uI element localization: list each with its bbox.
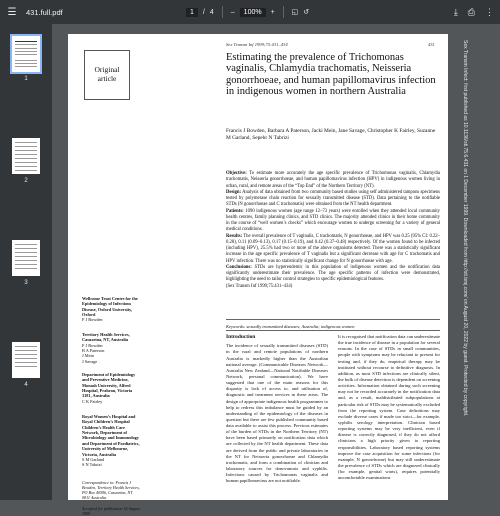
current-page-input[interactable]: 1 <box>186 8 198 17</box>
article-type-label: Original article <box>84 50 130 100</box>
print-icon[interactable]: ⎙ <box>467 6 475 17</box>
abstract-text: 1090 indigenous women (age range 12–73 years) were enrolled when they attended local community health centres, family planning clinics, and STD clinics. The majority attended clinics in their home community in the course of “well women’s checks” which encourage women to undergo screening for a variety of general medical conditions. <box>226 208 440 233</box>
thumbnail-number: 3 <box>24 280 28 286</box>
intro-column-2 <box>338 334 440 481</box>
abstract-label: Conclusions: <box>226 264 252 270</box>
affiliation <box>82 332 140 364</box>
abstract-text: Analysis of data obtained from two community based studies using self administered tampons specimens tested by polymerase chain reaction for sexually transmitted disease (STD). Data pertaining to the notifiable STDs (N gonorrhoeae and C trachomatis) were obtained from the NT health department. <box>226 189 440 208</box>
thumbnail-number: 4 <box>24 382 28 388</box>
affiliation <box>82 414 140 468</box>
divider <box>222 6 223 18</box>
thumbnail-sidebar <box>0 24 52 500</box>
affiliation-name: Territory Health Services, Casuarina, NT, Australia <box>82 332 130 343</box>
file-name: 431.full.pdf <box>26 7 63 17</box>
abstract-label: Patients: <box>226 208 244 214</box>
affiliation-people: F J Bowden <box>82 317 103 323</box>
page-zoom-controls <box>186 0 309 24</box>
citation: (Sex Transm Inf 1999;75:431–434) <box>226 283 293 289</box>
divider <box>283 6 284 18</box>
abstract-label: Results: <box>226 233 243 239</box>
pdf-toolbar <box>0 0 500 24</box>
download-icon[interactable]: ⤓ <box>453 6 458 17</box>
pdf-page <box>68 34 448 516</box>
keywords: Keywords: sexually transmitted diseases; Australia; indigenous women <box>226 324 355 329</box>
hamburger-menu-icon[interactable]: ☰ <box>7 6 17 18</box>
zoom-input[interactable]: 100% <box>240 8 266 17</box>
article-title: Estimating the prevalence of Trichomonas vaginalis, Chlamydia trachomatis, Neisseria gonorrhoeae, and human papillomavirus infection in indigenous women in northern Australia <box>226 52 436 97</box>
abstract-text: The overall prevalence of T vaginalis, C trachomatis, N gonorrhoeae, and HPV was 0.25 (95% CI: 0.22–0.28), 0.11 (0.09–0.13), 0.17 (0.15–0.19), and 0.42 (0.37–0.48) respectively. Of the women found to be infected (including HPV), 25.5% had two or more of the above organisms detected. There was a statistically significant increase in the age specific prevalence of T vaginalis but a significant decrease with age for C trachomatis and HPV infection. There was no statistically significant change for N gonorrhoeae with age. <box>226 233 440 264</box>
divider <box>226 319 440 320</box>
thumbnail-number: 2 <box>24 178 28 184</box>
copyright-sidebar-text: Sex Transm Infect: first published as 10.1136/sti.75.6.431 on 1 December 1999. Downloaded from http://sti.bmj.com/ on August 20, 2022 by guest. Protected by copyright. <box>462 40 468 417</box>
affiliation-name: Royal Women’s Hospital and Royal Children’s Hospital Children’s Health Care Network, Department of Microbiology and Immunology and Department of Paediatrics, University of Melbourne, Victoria, Australia <box>82 414 140 457</box>
journal-header: Sex Transm Inf 1999;75:431–434 <box>226 42 288 47</box>
abstract-text: To estimate more accurately the age specific prevalence of Trichomonas vaginalis, Chlamydia trachomatis, Neisseria gonorrhoeae, and human papillomavirus infection (HPV) in indigenous women living in urban, rural, and remote areas of the “Top End” of the Northern Territory (NT). <box>226 171 440 189</box>
divider <box>226 330 440 331</box>
affiliation-people: C K Fairley <box>82 398 103 404</box>
affiliation-people: S M Garland S N Tabrizi <box>82 456 105 468</box>
page-thumbnail-4[interactable] <box>12 342 40 378</box>
zoom-out-button[interactable]: – <box>230 8 235 16</box>
page-thumbnail-3[interactable] <box>12 240 40 276</box>
affiliation-name: Department of Epidemiology and Preventive Medicine, Monash University, Alfred Hospital, Prahran, Victoria 3181, Australia <box>82 372 136 399</box>
abstract <box>226 171 440 290</box>
page-thumbnail-1[interactable] <box>12 36 40 72</box>
affiliation <box>82 372 140 404</box>
article-authors: Francis J Bowden, Barbara A Paterson, Jacki Mein, Jane Savage, Christopher K Fairley, Suzanne M Garland, Sepehr N Tabrizi <box>226 128 436 142</box>
abstract-label: Objective: <box>226 171 247 176</box>
thumbnail-number: 1 <box>24 76 28 82</box>
affiliation-people: F J Bowden B A Paterson J Mein J Savage <box>82 342 105 364</box>
affiliation-name: Wellcome Trust Centre for the Epidemiology of Infectious Disease, Oxford University, Oxford <box>82 296 138 318</box>
page-thumbnail-2[interactable] <box>12 138 40 174</box>
correspondence: Correspondence to: Francis J Bowden, Territory Health Services, PO Box 40596, Casuarina, NT 0811 Australia. Accepted for publication 16 August 1999 <box>82 480 140 516</box>
section-heading: Introduction <box>226 334 256 340</box>
page-number: 431 <box>428 42 435 47</box>
body-text: The incidence of sexually transmitted diseases (STD) in the rural and remote populations of northern Australia is markedly higher than the Australian national average. (Communicable Diseases Network—Australia New Zealand—National Notifiable Diseases Network, personal communication). We have suggested that one of the main reasons for this disparity is lack of access to, and utilisation of, diagnostic and treatment services in these areas. The design of appropriate indigenous health programmes to help to redress this imbalance must be guided by an understanding of the epidemiology of the diseases in question but there are few published community based data available to assist this process. Previous estimates of the burden of STDs in the Northern Territory (NT) have been based primarily on notification data which are collected by the NT health department. These data are derived from the public and private laboratories in the NT for Neisseria gonorrhoeae and Chlamydia trachomatis, and form a combination of clinician and laboratory sources for donovanosis and syphilis. Infections caused by Trichomonas vaginalis and human papillomavirus are not notifiable. <box>226 343 328 484</box>
body-text: It is recognised that notification data can underestimate the true incidence of disease in a population for several reasons. In the case of STDs in small communities, people with symptoms may be reluctant to present for testing and, if they do, empirical therapy may be instituted without recourse to definitive diagnosis. In addition, as most STD infections are clinically silent, the bulk of disease detection is dependent on screening activities. Information obtained during such screening may not be recorded accurately in the notification data and, as a result, maldistributed subpopulations at particular risk of STDs may be systematically excluded from the reporting system. Case definitions may exclude diverse cases if made too strict—for example, syphilis serology interpretation. Clinician based reporting systems may be very inefficient, even if disease is correctly diagnosed, if they do not afford clinicians a high priority given to reporting responsibilities. Laboratory based reporting systems improve the case acquisition for some infections (for example, N gonorrhoeae) but may still underestimate the prevalence of STDs which are diagnosed clinically (for example, genital warts), requires potentially uncomfortable examinations <box>338 334 440 481</box>
page-separator: / <box>202 8 205 16</box>
abstract-label: Design: <box>226 189 242 195</box>
page-total: 4 <box>209 8 214 16</box>
zoom-in-button[interactable]: + <box>270 8 275 16</box>
affiliation <box>82 296 140 323</box>
more-vert-icon[interactable]: ⋮ <box>485 6 494 17</box>
intro-column-1 <box>226 334 328 484</box>
abstract-text: STDs are hyperendemic in this population of indigenous women and the notification data significantly underestimate their prevalence. The age specific patterns of infection were demonstrated, highlighting the need to tailor control strategies to specific epidemiological features. <box>226 264 441 283</box>
fit-page-icon[interactable]: ◱ <box>291 9 299 16</box>
toolbar-actions <box>454 0 494 24</box>
rotate-icon[interactable]: ↺ <box>303 9 310 16</box>
